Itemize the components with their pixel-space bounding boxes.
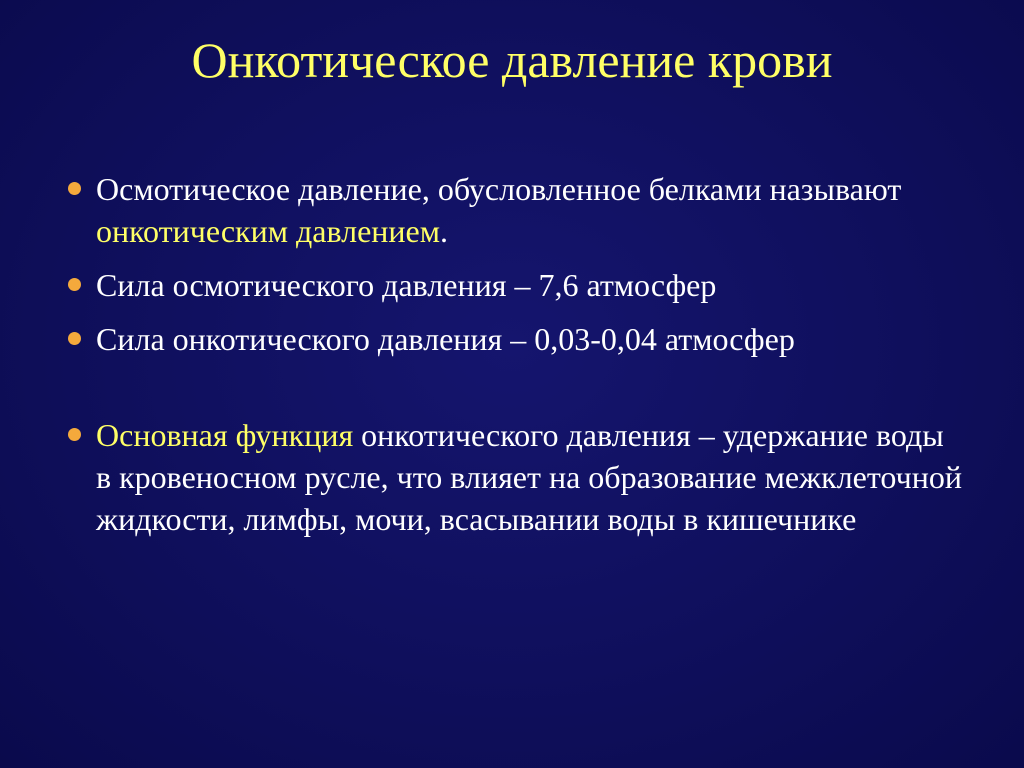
- bullet-text: Осмотическое давление, обусловленное белками называют: [96, 171, 902, 207]
- bullet-dot-icon: [68, 428, 81, 441]
- bullet-item-main-function: [64, 414, 964, 540]
- bullet-item-oncotic-pressure: [64, 318, 964, 360]
- bullet-dot-icon: [68, 278, 81, 291]
- bullet-item-oncotic-definition: [64, 168, 964, 252]
- highlighted-term: Основная функция: [96, 417, 354, 453]
- bullet-list: [64, 168, 964, 540]
- bullet-text: онкотического давления – удержание воды в кровеносном русле, что влияет на образование межклеточной жидкости, лимфы, мочи, всасывании воды в кишечнике: [96, 417, 962, 537]
- bullet-text: Сила осмотического давления – 7,6 атмосфер: [96, 267, 717, 303]
- bullet-text-end: .: [440, 213, 448, 249]
- bullet-text: Сила онкотического давления – 0,03-0,04 атмосфер: [96, 321, 795, 357]
- bullet-dot-icon: [68, 332, 81, 345]
- bullet-dot-icon: [68, 182, 81, 195]
- highlighted-term: онкотическим давлением: [96, 213, 440, 249]
- slide-title: Онкотическое давление крови: [191, 32, 833, 88]
- bullet-item-osmotic-pressure: [64, 264, 964, 306]
